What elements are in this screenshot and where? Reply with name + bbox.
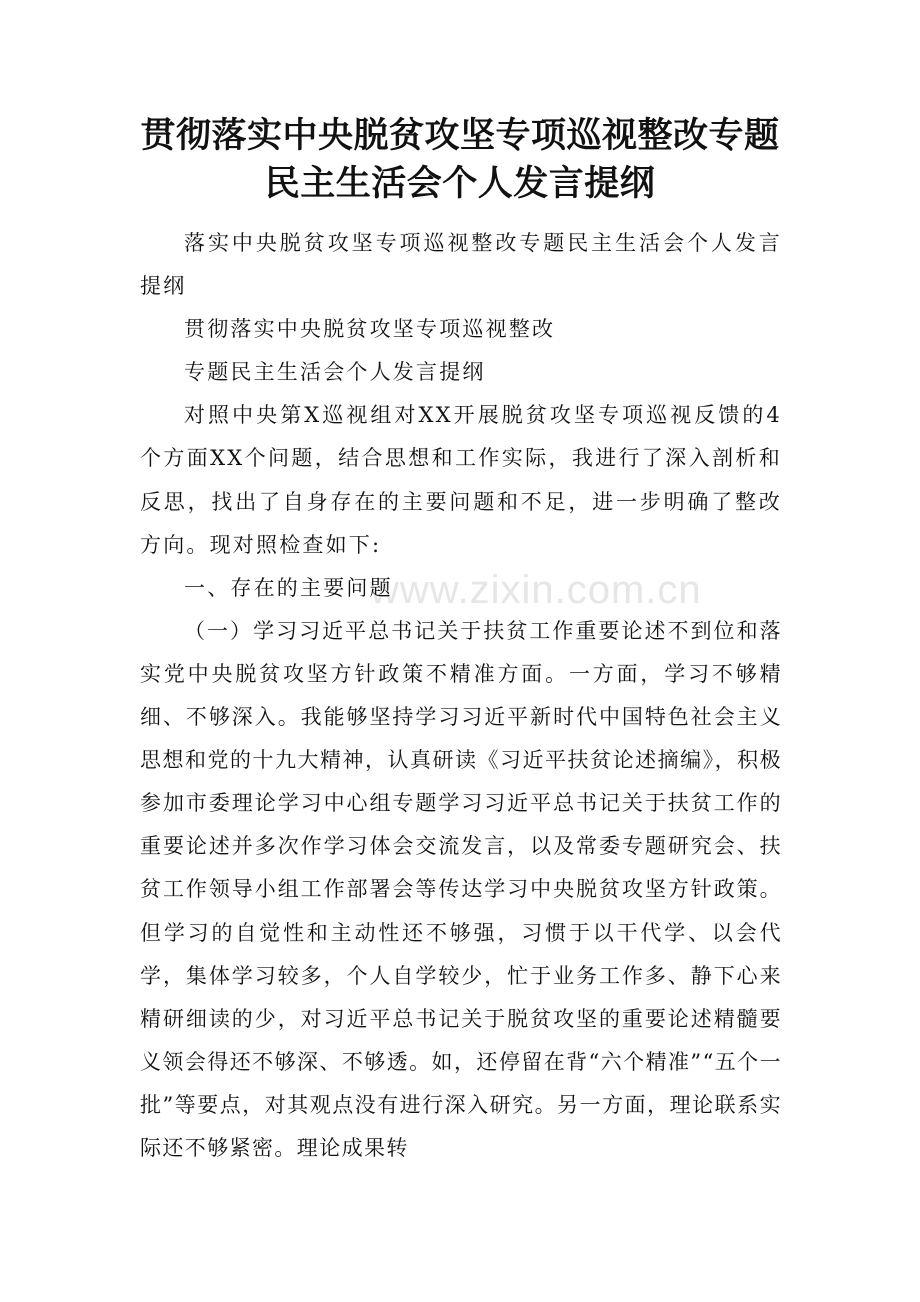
paragraph-heading-line-1: 贯彻落实中央脱贫攻坚专项巡视整改 [184,317,556,342]
title-line-2: 民主生活会个人发言提纲 [264,164,656,204]
section-heading: 一、存在的主要问题 [184,575,393,600]
paragraph-issue-1: （一）学习习近平总书记关于扶贫工作重要论述不到位和落实党中央脱贫攻坚方针政策不精准方面。一方面，学习不够精细、不够深入。我能够坚持学习习近平新时代中国特色社会主义思想和党的十九大精神，认真研读《习近平扶贫论述摘编》，积极参加市委理论学习中心组专题学习习近平总书记关于扶贫工作的重要论述并多次作学习体会交流发言，以及常委专题研究会、扶贫工作领导小组工作部署会等传达学习中央脱贫攻坚方针政策。但学习的自觉性和主动性还不够强，习惯于以干代学、以会代学，集体学习较多，个人自学较少，忙于业务工作多、静下心来精研细读的少，对习近平总书记关于脱贫攻坚的重要论述精髓要义领会得还不够深、不够透。如，还停留在背“六个精准”“五个一批”等要点，对其观点没有进行深入研究。另一方面，理论联系实际还不够紧密。理论成果转 [140,618,782,1160]
paragraph-intro: 对照中央第X巡视组对XX开展脱贫攻坚专项巡视反馈的4个方面XX个问题，结合思想和工作实际，我进行了深入剖析和反思，找出了自身存在的主要问题和不足，进一步明确了整改方向。现对照检查如下: [140,403,782,557]
watermark: www.zixin.com.cn [370,568,702,612]
paragraph-subject: 落实中央脱贫攻坚专项巡视整改专题民主生活会个人发言提纲 [140,231,782,299]
paragraph-heading-line-2: 专题民主生活会个人发言提纲 [184,360,486,385]
document-body [140,222,782,1170]
document-title [120,112,800,208]
title-line-1: 贯彻落实中央脱贫攻坚专项巡视整改专题 [140,116,780,156]
